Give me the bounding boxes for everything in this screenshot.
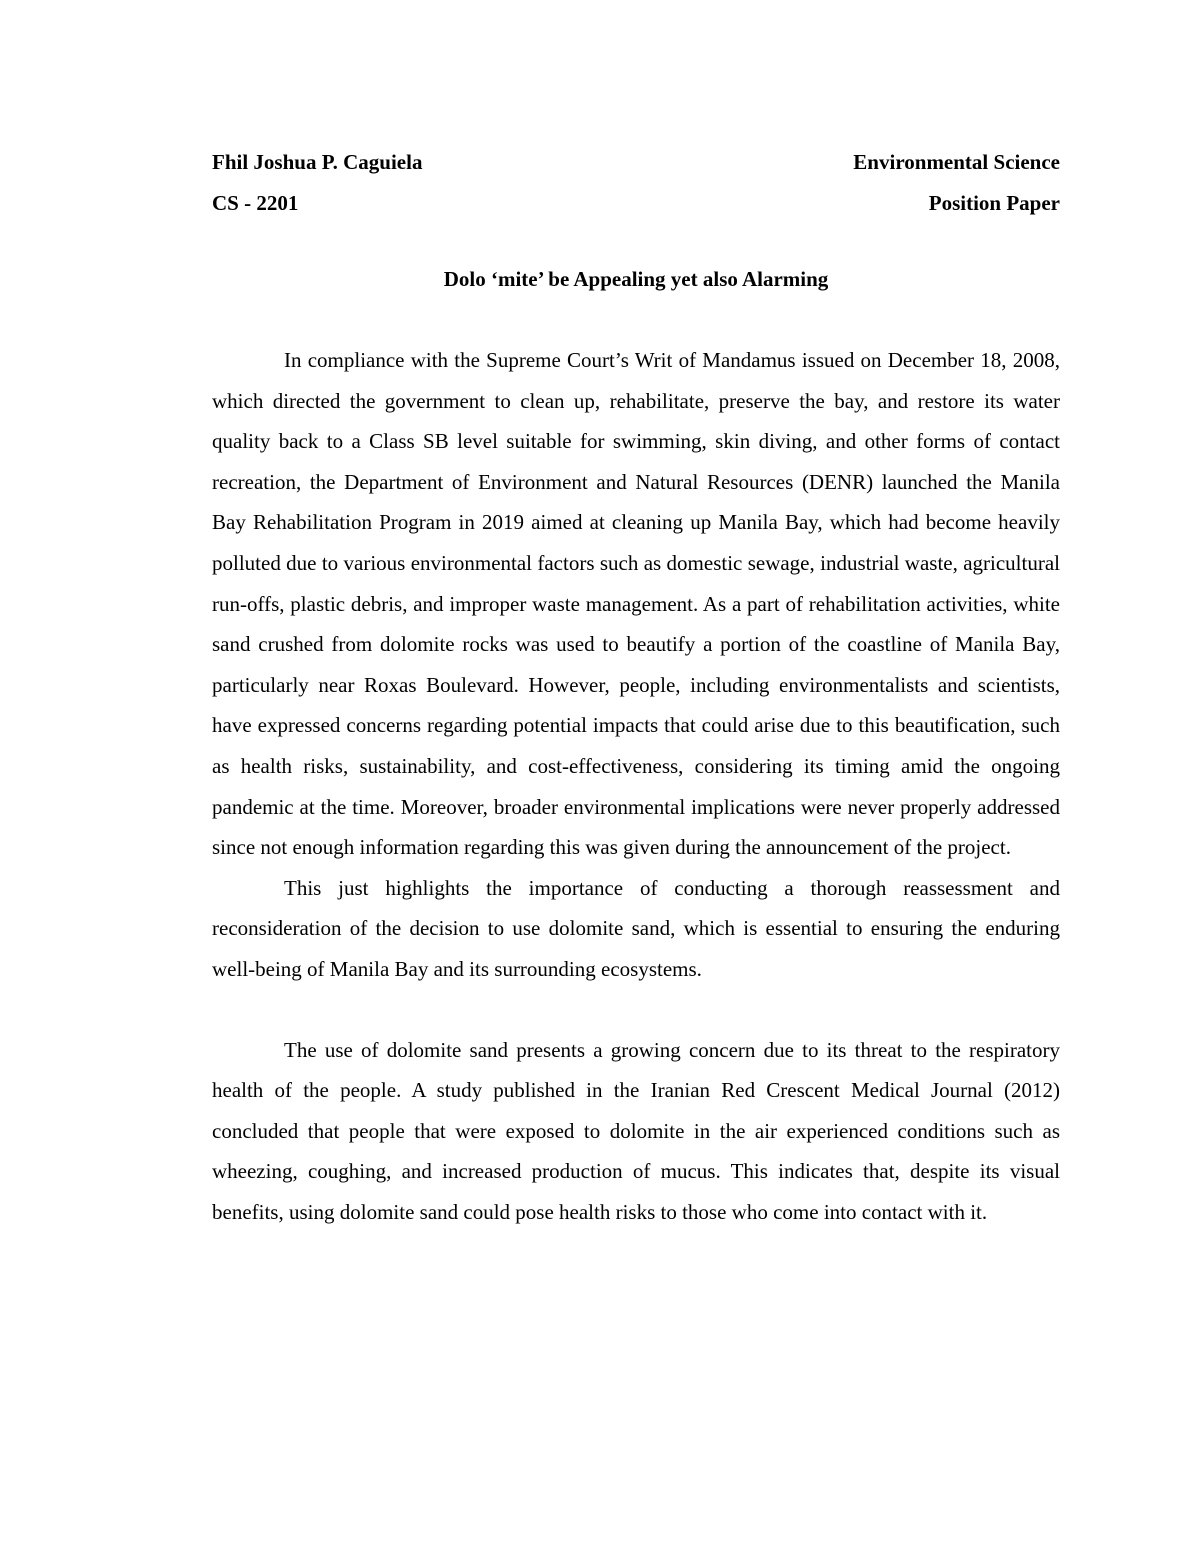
document-header	[212, 142, 1060, 224]
document-type: Position Paper	[928, 191, 1060, 215]
header-row-2	[212, 183, 1060, 224]
author-name: Fhil Joshua P. Caguiela	[212, 150, 423, 174]
paper-title: Dolo ‘mite’ be Appealing yet also Alarming	[443, 267, 829, 291]
header-row-1	[212, 142, 1060, 183]
document-body	[212, 340, 1060, 1232]
section-code: CS - 2201	[212, 191, 299, 215]
paragraph-health: The use of dolomite sand presents a growing concern due to its threat to the respiratory health of the people. A study published in the Iranian Red Crescent Medical Journal (2012) concluded that people that were exposed to dolomite in the air experienced conditions such as wheezing, coughing, and increased production of mucus. This indicates that, despite its visual benefits, using dolomite sand could pose health risks to those who come into contact with it.	[212, 1037, 1060, 1224]
paragraph-intro: In compliance with the Supreme Court’s Writ of Mandamus issued on December 18, 2008, which directed the government to clean up, rehabilitate, preserve the bay, and restore its water quality back to a Class SB level suitable for swimming, skin diving, and other forms of contact recreation, the Department of Environment and Natural Resources (DENR) launched the Manila Bay Rehabilitation Program in 2019 aimed at cleaning up Manila Bay, which had become heavily polluted due to various environmental factors such as domestic sewage, industrial waste, agricultural run-offs, plastic debris, and improper waste management. As a part of rehabilitation activities, white sand crushed from dolomite rocks was used to beautify a portion of the coastline of Manila Bay, particularly near Roxas Boulevard. However, people, including environmentalists and scientists, have expressed concerns regarding potential impacts that could arise due to this beautification, such as health risks, sustainability, and cost-effectiveness, considering its timing amid the ongoing pandemic at the time. Moreover, broader environmental implications were never properly addressed since not enough information regarding this was given during the announcement of the project.	[212, 348, 1060, 860]
course-name: Environmental Science	[853, 150, 1060, 174]
paragraph-thesis: This just highlights the importance of conducting a thorough reassessment and reconsideration of the decision to use dolomite sand, which is essential to ensuring the enduring well-being of Manila Bay and its surrounding ecosystems.	[212, 875, 1060, 981]
